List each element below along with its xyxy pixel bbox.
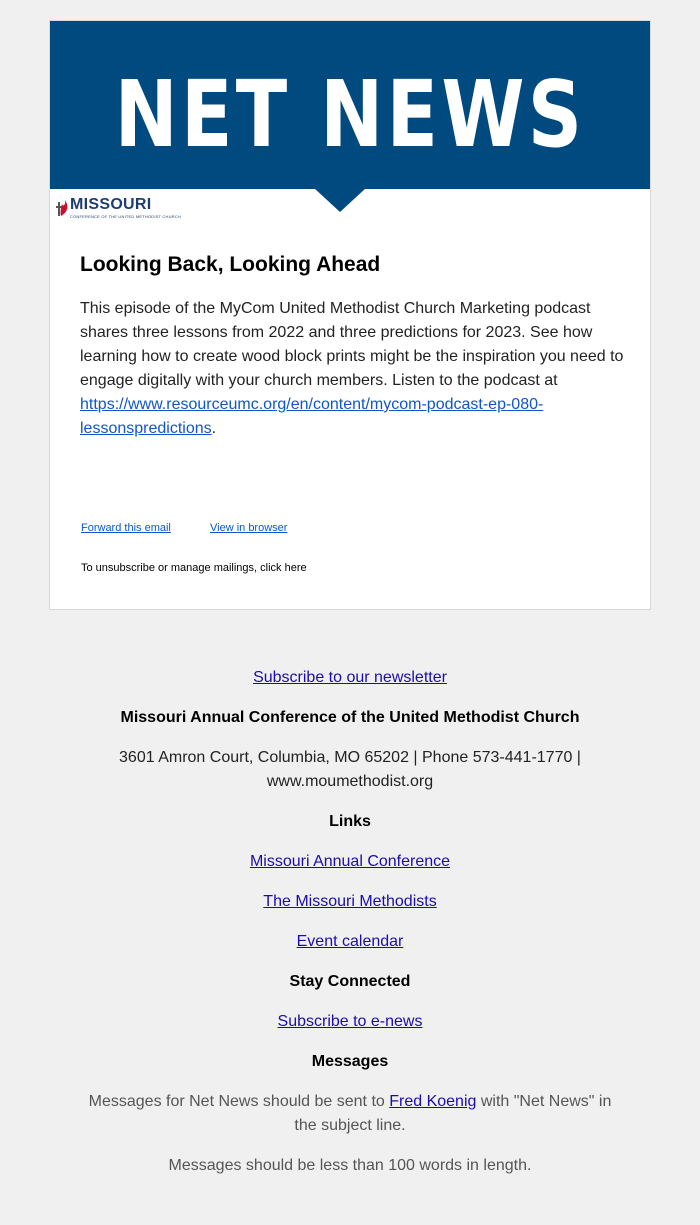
banner-notch [314,188,366,212]
article-body [80,297,625,441]
links-heading: Links [329,813,371,830]
footer [0,666,700,1178]
org-address: 3601 Amron Court, Columbia, MO 65202 | Phone 573-441-1770 | www.moumethodist.org [119,749,581,790]
org-name: Missouri Annual Conference of the United Methodist Church [120,709,580,726]
article-title: Looking Back, Looking Ahead [80,253,381,276]
podcast-link[interactable]: https://www.resourceumc.org/en/content/mycom-podcast-ep-080-lessonspredictions [80,396,544,437]
subscribe-enews-link[interactable]: Subscribe to e-news [277,1013,423,1030]
messages-heading: Messages [311,1053,389,1070]
logo-word: MISSOURI [70,196,152,213]
logo-subtitle: CONFERENCE OF THE UNITED METHODIST CHURCH [70,214,181,219]
link-missouri-methodists[interactable]: The Missouri Methodists [263,893,437,910]
newsletter-card [49,20,651,610]
messages-prefix: Messages for Net News should be sent to [88,1093,390,1110]
view-in-browser-link[interactable]: View in browser [210,522,288,534]
unsubscribe-text[interactable]: To unsubscribe or manage mailings, click here [81,562,307,574]
banner-title: NET NEWS [114,61,586,168]
link-event-calendar[interactable]: Event calendar [296,933,404,950]
article-body-end: . [211,420,217,437]
header-banner [50,21,650,189]
cross-and-flame-icon [56,198,70,218]
article-body-text: This episode of the MyCom United Methodist Church Marketing podcast shares three lessons from 2022 and three predictions for 2023. See how learning how to create wood block prints might be the inspiration you need to engage digitally with your church members. Listen to the podcast at [80,300,624,389]
link-missouri-annual-conference[interactable]: Missouri Annual Conference [249,853,451,870]
forward-email-link[interactable]: Forward this email [81,522,171,534]
messages-instructions [80,1090,620,1138]
missouri-logo [56,196,181,220]
messages-suffix: with "Net News" in the subject line. [294,1093,612,1134]
stay-connected-heading: Stay Connected [289,973,411,990]
subscribe-newsletter-link[interactable]: Subscribe to our newsletter [253,669,447,686]
fred-koenig-link[interactable]: Fred Koenig [389,1093,477,1110]
messages-length-note: Messages should be less than 100 words in length. [168,1157,532,1174]
